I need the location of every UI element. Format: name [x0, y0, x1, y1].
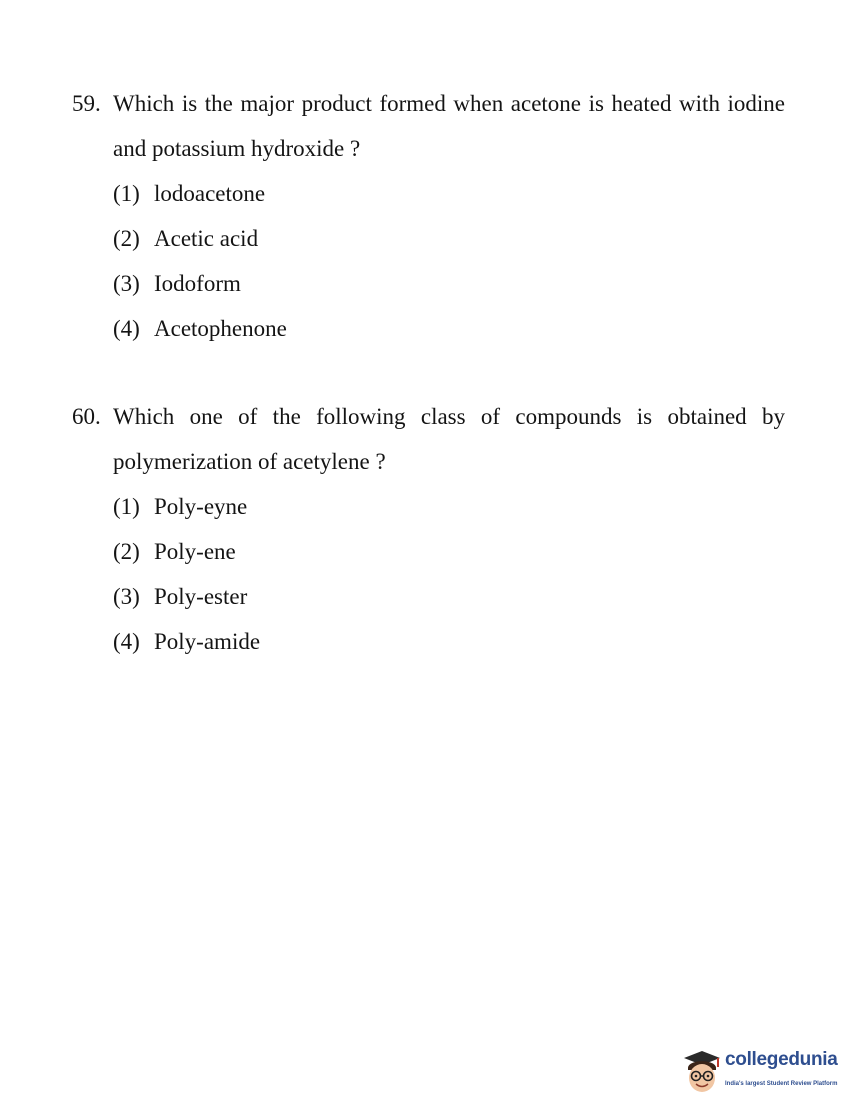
option-3: [113, 574, 785, 619]
option-text: Acetophenone: [154, 316, 287, 341]
question-59: [72, 81, 785, 351]
option-label: (1): [113, 494, 140, 519]
question-number: 59.: [72, 91, 101, 116]
collegedunia-logo: [680, 1046, 850, 1098]
option-text: Poly-amide: [154, 629, 261, 654]
option-2: [113, 216, 785, 261]
option-text: Iodoform: [154, 271, 241, 296]
option-label: (4): [113, 316, 140, 341]
option-text: Poly-ene: [154, 539, 236, 564]
option-1: [113, 484, 785, 529]
brand-tagline: India's largest Student Review Platform: [725, 1081, 838, 1087]
option-label: (2): [113, 226, 140, 251]
option-label: (4): [113, 629, 140, 654]
question-stem: [72, 394, 785, 484]
question-60: [72, 394, 785, 664]
option-4: [113, 306, 785, 351]
option-1: [113, 171, 785, 216]
option-label: (2): [113, 539, 140, 564]
question-number: 60.: [72, 404, 101, 429]
option-text: lodoacetone: [154, 181, 266, 206]
mascot-icon: [680, 1046, 724, 1098]
options-list: [113, 484, 785, 664]
option-4: [113, 619, 785, 664]
option-2: [113, 529, 785, 574]
brand-name: collegedunia: [725, 1049, 838, 1070]
option-label: (3): [113, 584, 140, 609]
option-text: Acetic acid: [154, 226, 259, 251]
option-label: (3): [113, 271, 140, 296]
option-3: [113, 261, 785, 306]
option-label: (1): [113, 181, 140, 206]
question-stem: [72, 81, 785, 171]
options-list: [113, 171, 785, 351]
question-text: Which one of the following class of compounds is obtained by polymerization of acetylene ?: [113, 404, 785, 474]
option-text: Poly-eyne: [154, 494, 248, 519]
option-text: Poly-ester: [154, 584, 248, 609]
question-text: Which is the major product formed when acetone is heated with iodine and potassium hydroxide ?: [113, 91, 785, 161]
